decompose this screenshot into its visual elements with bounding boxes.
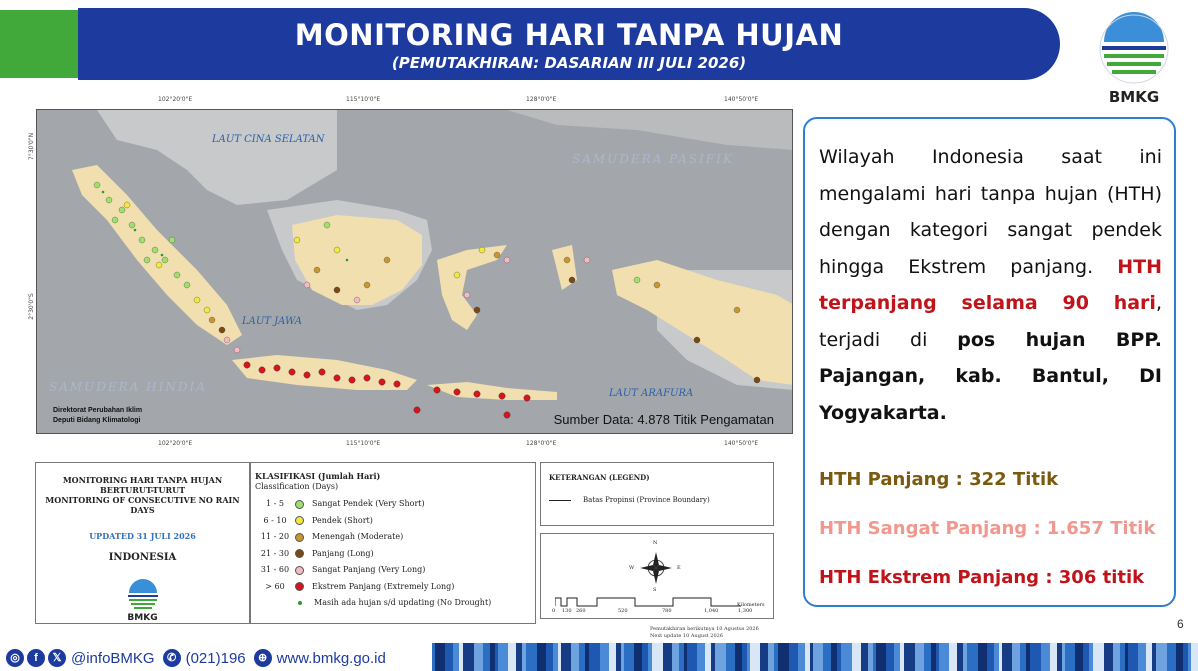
scale-tick-label: 780: [662, 608, 672, 614]
drought-map: [36, 109, 793, 434]
classification-range: > 60: [265, 581, 285, 591]
panel-region: INDONESIA: [108, 552, 177, 563]
footer-social: [6, 649, 391, 667]
classification-title: KLASIFIKASI (Jumlah Hari): [255, 471, 381, 481]
scale-tick-label: 1,300: [738, 608, 753, 614]
coord-left-2: 2°30'0"S: [27, 293, 35, 320]
info-text-2: terjadi di: [819, 328, 958, 351]
classification-row: [255, 497, 425, 511]
next-update-note: [650, 626, 759, 640]
sea-label-pasifik: SAMUDERA PASIFIK: [572, 152, 734, 166]
classification-row: [255, 596, 491, 610]
scale-tick-label: 1,040: [704, 608, 719, 614]
map-title-panel: [35, 462, 250, 624]
map-institution: [53, 406, 142, 426]
coord-top-4: 140°50'0"E: [724, 96, 759, 103]
facebook-icon[interactable]: f: [27, 649, 45, 667]
map-area: [18, 88, 793, 448]
coord-left-1: 7°30'0"N: [28, 132, 36, 161]
next-update-line-2: Next update 10 August 2026: [650, 633, 724, 639]
coord-top-1: 102°20'0"E: [158, 96, 193, 103]
classification-swatch: [295, 500, 304, 509]
footer-stripes: [432, 643, 1198, 671]
classification-row: [255, 563, 425, 577]
footer-phone[interactable]: (021)196: [185, 649, 246, 667]
stat-extreme: HTH Ekstrem Panjang : 306 titik: [819, 567, 1145, 588]
compass-west: W: [629, 565, 635, 571]
page-subtitle: (PEMUTAKHIRAN: DASARIAN III JULI 2026): [391, 54, 747, 72]
coord-bottom-2: 115°10'0"E: [346, 440, 381, 447]
legend-panel: [540, 462, 774, 526]
panel-title-line-1: MONITORING HARI TANPA HUJAN: [62, 475, 223, 485]
panel-bmkg-logo: [126, 579, 160, 613]
legend-title: KETERANGAN (LEGEND): [549, 473, 650, 482]
compass-north: N: [653, 540, 658, 546]
coord-bottom-1: 102°20'0"E: [158, 440, 193, 447]
phone-icon: ✆: [163, 649, 181, 667]
panel-logo-text: BMKG: [127, 613, 158, 623]
compass-east: E: [677, 565, 681, 571]
sea-label-arafura: LAUT ARAFURA: [609, 388, 694, 399]
classification-swatch: [295, 566, 304, 575]
scale-bar: [555, 596, 745, 608]
classification-label: Sangat Pendek (Very Short): [312, 499, 425, 508]
stat-long: HTH Panjang : 322 Titik: [819, 469, 1059, 490]
classification-panel: [250, 462, 536, 624]
compass-south: S: [653, 587, 657, 593]
institution-line-2: Deputi Bidang Klimatologi: [53, 417, 141, 424]
scale-panel: [540, 533, 774, 619]
sea-label-jawa: LAUT JAWA: [242, 316, 302, 327]
classification-label: Sangat Panjang (Very Long): [312, 565, 426, 574]
classification-subtitle: Classification (Days): [255, 482, 339, 491]
info-paragraph: [819, 139, 1162, 431]
boundary-line-symbol: [549, 500, 571, 501]
classification-range: 11 - 20: [260, 532, 290, 541]
classification-row: [255, 580, 454, 594]
logo-text: BMKG: [1108, 88, 1160, 106]
footer-website[interactable]: www.bmkg.go.id: [276, 649, 386, 667]
footer-handle[interactable]: @infoBMKG: [71, 649, 155, 667]
classification-range: 1 - 5: [266, 499, 284, 508]
page-number: 6: [1177, 617, 1184, 631]
coord-top-3: 128°0'0"E: [526, 96, 557, 103]
sea-label-hindia: SAMUDERA HINDIA: [49, 380, 207, 394]
info-location: pos hujan BPP. Pajangan, kab. Bantul, DI Yogyakarta.: [819, 328, 1162, 424]
classification-swatch: [298, 601, 302, 605]
coord-bottom-3: 128°0'0"E: [526, 440, 557, 447]
coord-bottom-4: 140°50'0"E: [724, 440, 759, 447]
classification-range: 31 - 60: [260, 565, 290, 574]
classification-swatch: [295, 549, 304, 558]
globe-icon: ⊕: [254, 649, 272, 667]
legend-boundary-label: Batas Propinsi (Province Boundary): [583, 496, 710, 504]
panel-title-line-3: MONITORING OF CONSECUTIVE NO RAIN DAYS: [45, 495, 240, 515]
info-comma: ,: [1155, 292, 1162, 314]
classification-swatch: [295, 533, 304, 542]
sea-label-cina-selatan: LAUT CINA SELATAN: [212, 134, 325, 145]
classification-label: Panjang (Long): [312, 548, 374, 558]
x-icon[interactable]: 𝕏: [48, 649, 66, 667]
scale-tick-label: 130: [562, 608, 572, 614]
classification-range: 21 - 30: [260, 548, 290, 558]
classification-swatch: [295, 582, 304, 591]
classification-label: Masih ada hujan s/d updating (No Drought): [314, 598, 492, 607]
classification-label: Ekstrem Panjang (Extremely Long): [312, 581, 455, 591]
info-text-1: Wilayah Indonesia saat ini mengalami hari tanpa hujan (HTH) dengan kategori sangat pendek hingga Ekstrem panjang.: [819, 146, 1162, 278]
bmkg-logo-icon: [1098, 12, 1170, 86]
classification-swatch: [295, 516, 304, 525]
coord-top-2: 115°10'0"E: [346, 96, 381, 103]
classification-row: [255, 547, 374, 561]
bmkg-small-logo-icon: [126, 579, 160, 613]
next-update-line-1: Pemutakhiran berikutnya 10 Agustus 2026: [650, 626, 759, 632]
title-bar: [78, 8, 1060, 80]
classification-row: [255, 514, 373, 528]
classification-label: Pendek (Short): [312, 515, 373, 525]
panel-title-line-2: BERTURUT-TURUT: [99, 485, 186, 495]
info-longest-hth: HTH terpanjang selama 90 hari: [819, 255, 1163, 314]
classification-label: Menengah (Moderate): [312, 532, 404, 541]
scale-ticks: [552, 608, 753, 616]
instagram-icon[interactable]: ◎: [6, 649, 24, 667]
compass-rose-icon: [636, 548, 676, 588]
scale-tick-label: 0: [552, 608, 556, 614]
stat-very-long: HTH Sangat Panjang : 1.657 Titik: [819, 518, 1156, 539]
map-data-source: Sumber Data: 4.878 Titik Pengamatan: [553, 412, 774, 427]
scale-unit: Kilometers: [737, 602, 765, 608]
scale-tick-label: 520: [618, 608, 628, 614]
institution-line-1: Direktorat Perubahan Iklim: [53, 407, 143, 414]
bmkg-logo: [1098, 12, 1170, 110]
info-box: [803, 117, 1176, 607]
panel-updated: UPDATED 31 JULI 2026: [89, 531, 196, 541]
page-title: MONITORING HARI TANPA HUJAN: [294, 18, 844, 52]
header-green-block: [0, 10, 78, 78]
scale-tick-label: 260: [576, 608, 586, 614]
classification-range: 6 - 10: [263, 515, 287, 525]
classification-row: [255, 530, 403, 544]
